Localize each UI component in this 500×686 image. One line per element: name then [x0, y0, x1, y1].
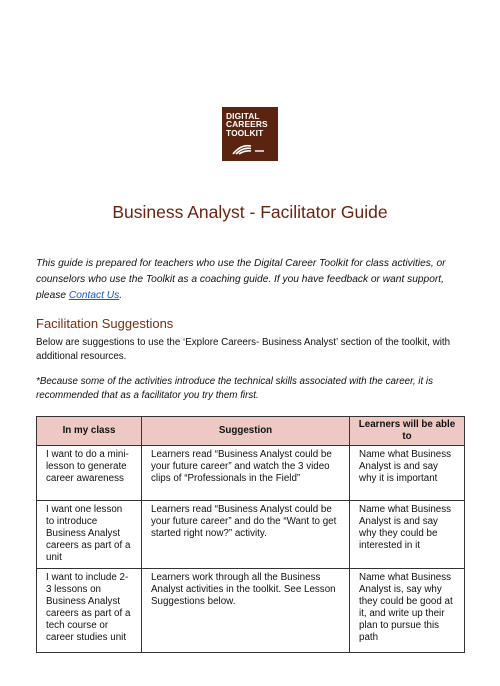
suggestions-intro: Below are suggestions to use the ‘Explore Careers- Business Analyst’ section of the toolkit, with additional resources. [36, 337, 451, 362]
table-header-row [37, 417, 465, 446]
table-cell: I want to do a mini-lesson to generate career awareness [37, 446, 142, 501]
intro-paragraph [36, 256, 466, 304]
logo-line-3: TOOLKIT [226, 127, 264, 138]
facilitation-table [36, 416, 465, 653]
logo-wave-icon [231, 142, 267, 156]
header-in-my-class: In my class [37, 417, 142, 446]
table-row [37, 446, 465, 501]
logo-line-1: DIGITAL [226, 111, 260, 121]
table-cell: Learners work through all the Business Analyst activities in the toolkit. See Lesson Suggestions below. [142, 569, 350, 653]
logo-line-2: CAREERS [226, 119, 268, 130]
table-row [37, 501, 465, 569]
intro-end: . [119, 290, 123, 301]
table-row [37, 569, 465, 653]
header-suggestion: Suggestion [142, 417, 350, 446]
section-heading: Facilitation Suggestions [36, 316, 174, 331]
facilitator-note: *Because some of the activities introduce the technical skills associated with the career, it is recommended that as a facilitator you try them first. [36, 376, 433, 401]
logo-text [226, 112, 274, 137]
toolkit-logo [222, 107, 278, 161]
table-cell: Name what Business Analyst is and say why it is important [350, 446, 465, 501]
intro-text: This guide is prepared for teachers who use the Digital Career Toolkit for class activities, or counselors who use the Toolkit as a coaching guide. If you have feedback or want support, please [36, 258, 446, 301]
table-cell: Name what Business Analyst is and say why they could be interested in it [350, 501, 465, 569]
table-cell: I want to include 2-3 lessons on Business Analyst careers as part of a tech course or career studies unit [37, 569, 142, 653]
contact-us-link[interactable]: Contact Us [68, 290, 120, 301]
table-cell: I want one lesson to introduce Business Analyst careers as part of a unit [37, 501, 142, 569]
page-title: Business Analyst - Facilitator Guide [112, 202, 388, 222]
table-cell: Learners read “Business Analyst could be your future career” and do the “Want to get started right now?” activity. [142, 501, 350, 569]
table-cell: Learners read “Business Analyst could be your future career” and watch the 3 video clips of “Professionals in the Field” [142, 446, 350, 501]
header-learners-able: Learners will be able to [350, 417, 465, 446]
table-cell: Name what Business Analyst is, say why they could be good at it, and write up their plan to pursue this path [350, 569, 465, 653]
